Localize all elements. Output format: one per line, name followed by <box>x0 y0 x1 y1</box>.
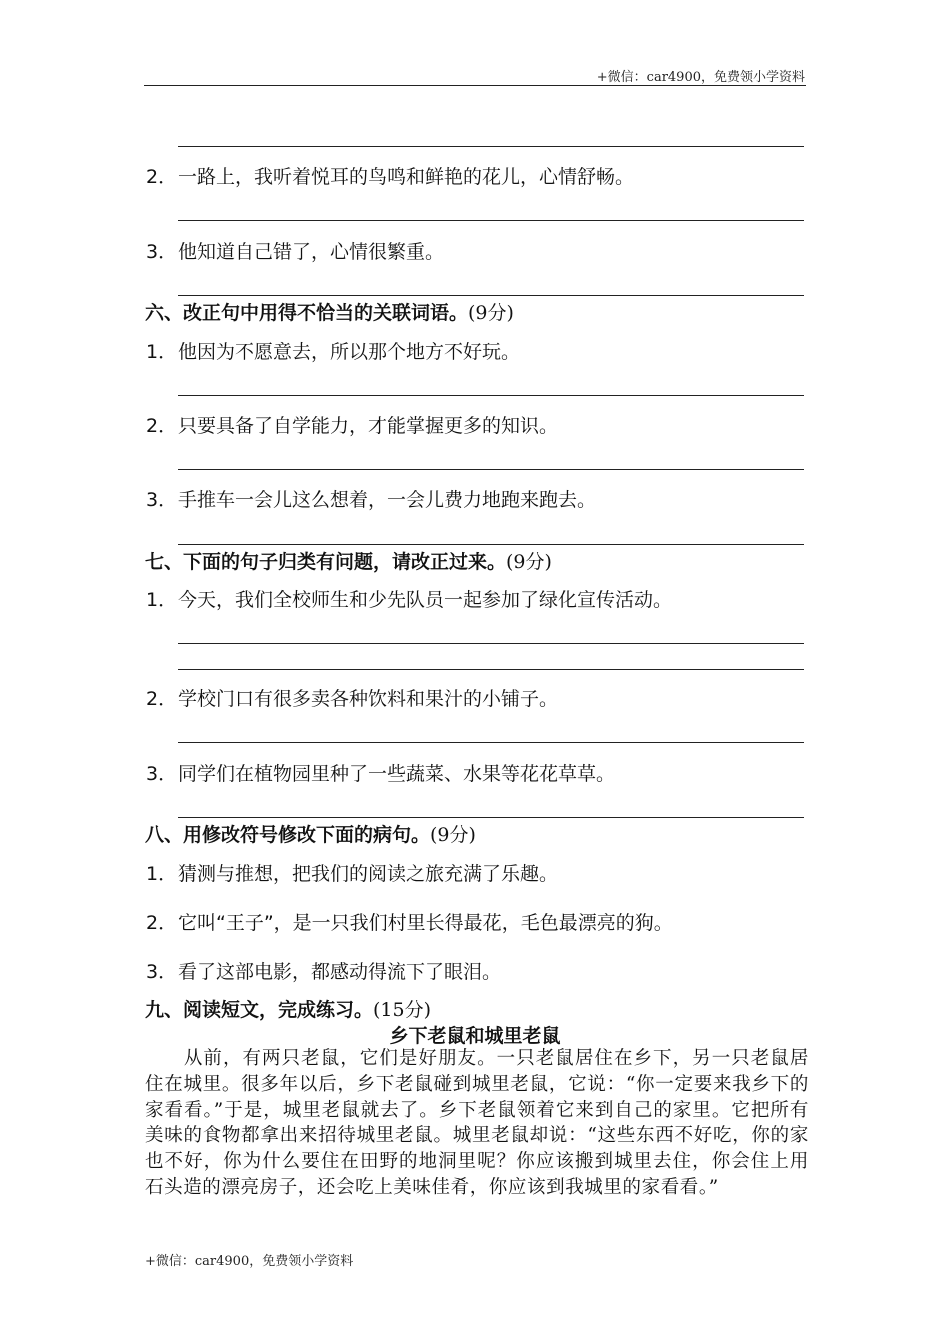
answer-line <box>178 817 804 818</box>
section-title: 七、下面的句子归类有问题，请改正过来。 <box>145 551 507 573</box>
question-item <box>146 162 634 189</box>
section-title: 六、改正句中用得不恰当的关联词语。 <box>145 302 469 324</box>
question-item <box>146 859 558 886</box>
passage-paragraph: 从前，有两只老鼠，它们是好朋友。一只老鼠居住在乡下，另一只老鼠居住在城里。很多年以后，乡下老鼠碰到城里老鼠，它说：“你一定要来我乡下的家看看。”于是，城里老鼠就去了。乡下老鼠领着它来到自己的家里。它把所有美味的食物都拿出来招待城里老鼠。城里老鼠却说：“这些东西不好吃，你的家也不好，你为什么要住在田野的地洞里呢？你应该搬到城里去住，你会住上用石头造的漂亮房子，还会吃上美味佳肴，你应该到我城里的家看看。” <box>145 1048 809 1198</box>
question-number: 2． <box>146 912 178 934</box>
question-number: 3． <box>146 763 178 785</box>
section-heading <box>145 298 514 325</box>
answer-line <box>178 220 804 221</box>
section-points: (9分) <box>430 824 476 846</box>
question-number: 1． <box>146 589 178 611</box>
question-item <box>146 759 615 786</box>
question-number: 3． <box>146 489 178 511</box>
question-number: 3． <box>146 241 178 263</box>
section-title: 九、阅读短文，完成练习。 <box>145 999 374 1021</box>
question-item <box>146 411 558 438</box>
question-item <box>146 337 520 364</box>
question-text: 手推车一会儿这么想着，一会儿费力地跑来跑去。 <box>178 489 597 511</box>
question-text: 它叫“王子”，是一只我们村里长得最花，毛色最漂亮的狗。 <box>178 912 673 934</box>
question-item <box>146 237 444 264</box>
section-heading <box>145 820 476 847</box>
section-title: 八、用修改符号修改下面的病句。 <box>145 824 431 846</box>
question-item <box>146 585 672 612</box>
section-heading <box>145 547 552 574</box>
section-points: (9分) <box>468 302 514 324</box>
question-text: 看了这部电影，都感动得流下了眼泪。 <box>178 961 502 983</box>
question-text: 只要具备了自学能力，才能掌握更多的知识。 <box>178 415 559 437</box>
answer-line <box>178 669 804 670</box>
question-text: 同学们在植物园里种了一些蔬菜、水果等花花草草。 <box>178 763 616 785</box>
question-number: 3． <box>146 961 178 983</box>
section-points: (15分) <box>373 999 432 1021</box>
answer-line <box>178 469 804 470</box>
story-title: 乡下老鼠和城里老鼠 <box>389 1025 561 1047</box>
question-number: 2． <box>146 166 178 188</box>
question-item <box>146 684 558 711</box>
section-heading <box>145 995 431 1022</box>
header-divider <box>144 85 806 86</box>
question-item <box>146 485 596 512</box>
reading-passage <box>145 1046 809 1201</box>
question-text: 今天，我们全校师生和少先队员一起参加了绿化宣传活动。 <box>178 589 673 611</box>
question-text: 学校门口有很多卖各种饮料和果汁的小铺子。 <box>178 688 559 710</box>
header-note: +微信：car4900，免费领小学资料 <box>596 70 805 85</box>
question-item <box>146 957 501 984</box>
answer-line <box>178 544 804 545</box>
question-number: 2． <box>146 415 178 437</box>
section-points: (9分) <box>506 551 552 573</box>
answer-line <box>178 146 804 147</box>
question-text: 他知道自己错了，心情很繁重。 <box>178 241 445 263</box>
answer-line <box>178 742 804 743</box>
footer-note: +微信：car4900，免费领小学资料 <box>145 1254 354 1269</box>
question-number: 2． <box>146 688 178 710</box>
question-item <box>146 908 673 935</box>
answer-line <box>178 295 804 296</box>
question-number: 1． <box>146 341 178 363</box>
question-text: 猜测与推想，把我们的阅读之旅充满了乐趣。 <box>178 863 559 885</box>
question-text: 一路上，我听着悦耳的鸟鸣和鲜艳的花儿，心情舒畅。 <box>178 166 635 188</box>
answer-line <box>178 395 804 396</box>
answer-line <box>178 643 804 644</box>
question-text: 他因为不愿意去，所以那个地方不好玩。 <box>178 341 521 363</box>
question-number: 1． <box>146 863 178 885</box>
